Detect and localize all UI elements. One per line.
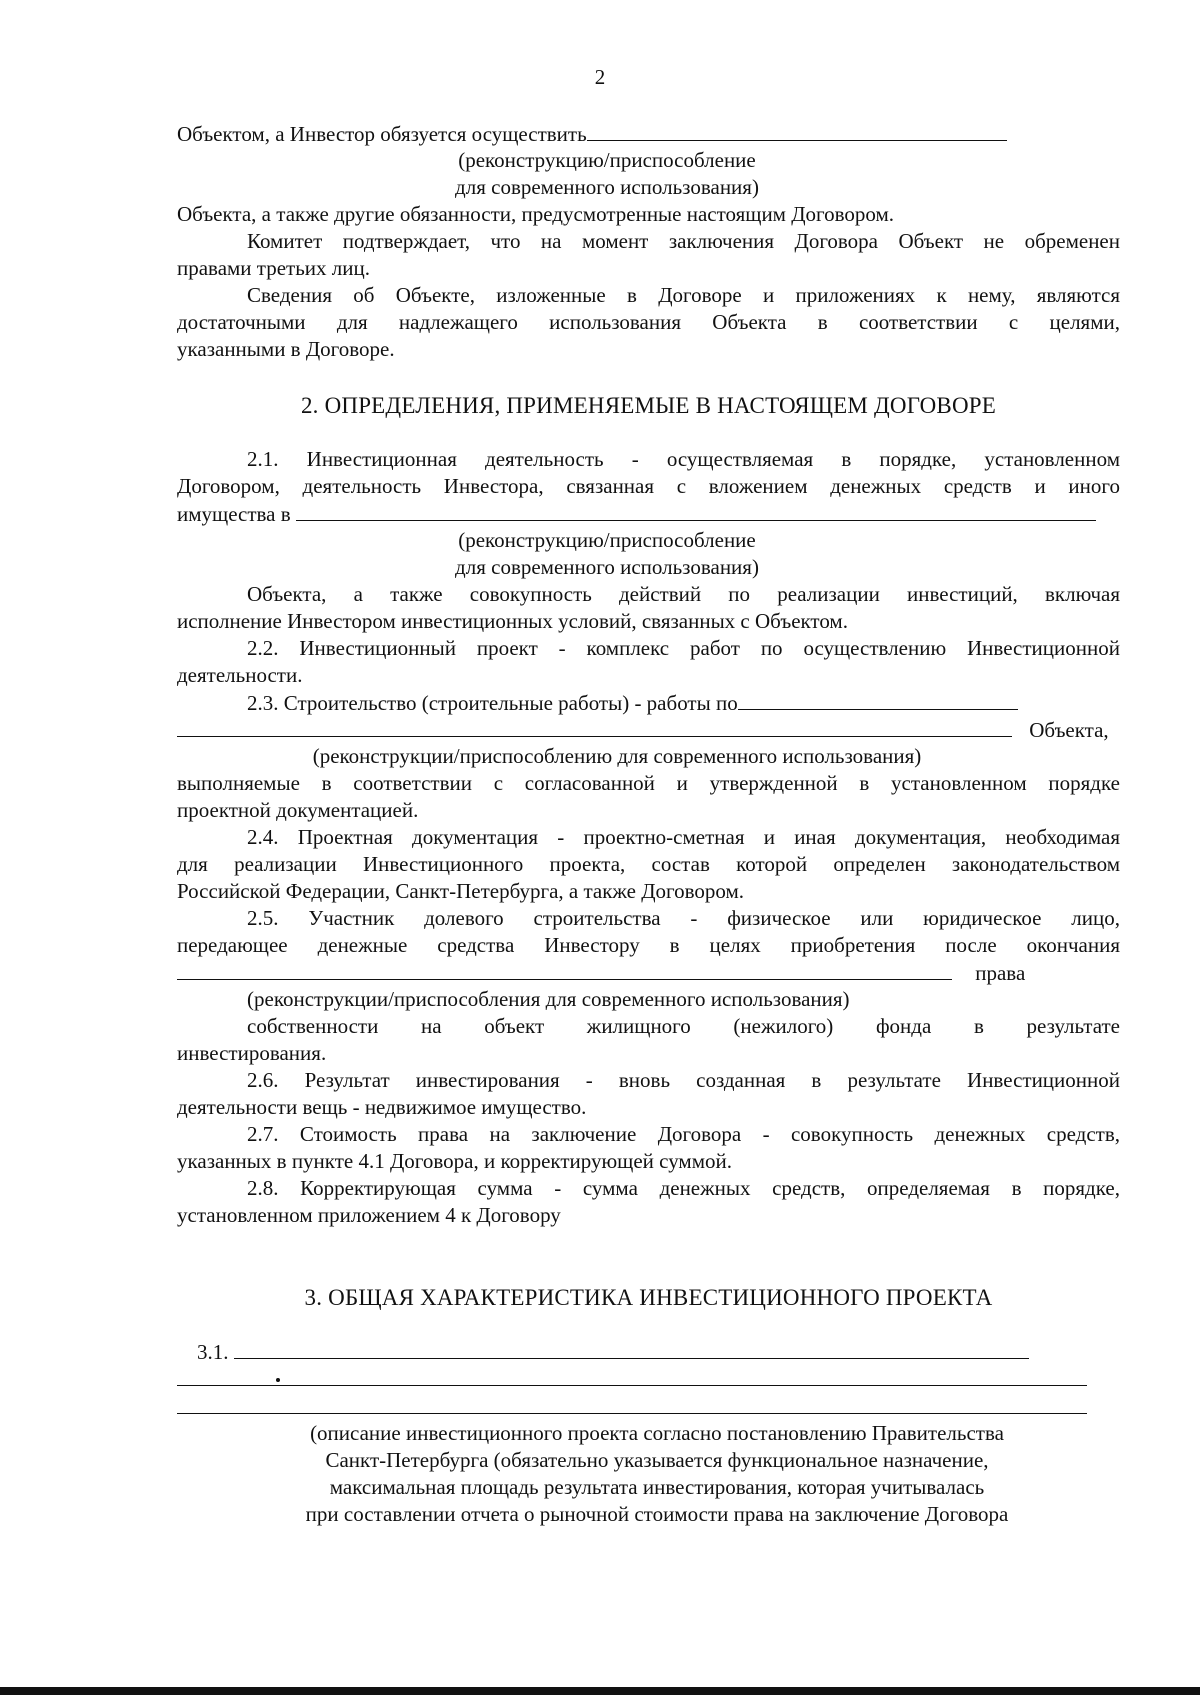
text-line: деятельности. bbox=[177, 663, 303, 687]
text-line: 2.4. Проектная документация - проектно-сметная и иная документация, необходимая bbox=[247, 825, 1120, 849]
fill-in-blank bbox=[177, 716, 1012, 737]
text-line: для реализации Инвестиционного проекта, состав которой определен законодательством bbox=[177, 852, 1120, 876]
hint-text: (реконструкции/приспособления для современного использования) bbox=[247, 987, 850, 1011]
text-line: правами третьих лиц. bbox=[177, 256, 370, 280]
hint-text: (реконструкцию/приспособление bbox=[458, 148, 756, 172]
text-line bbox=[177, 689, 1120, 717]
text-line: 2.5. Участник долевого строительства - физическое или юридическое лицо, bbox=[247, 906, 1120, 930]
text-line: проектной документацией. bbox=[177, 798, 419, 822]
scan-bottom-edge bbox=[0, 1687, 1200, 1695]
hint-text: (реконструкции/приспособлению для современного использования) bbox=[312, 744, 922, 768]
fill-in-blank bbox=[296, 500, 1096, 521]
text-line: Российской Федерации, Санкт-Петербурга, а также Договором. bbox=[177, 879, 745, 903]
text-line: указанных в пункте 4.1 Договора, и корректирующей суммой. bbox=[177, 1149, 732, 1173]
text-fragment: 2.3. Строительство (строительные работы) - работы по bbox=[247, 691, 738, 715]
hint-text: (описание инвестиционного проекта согласно постановлению Правительства bbox=[310, 1421, 1004, 1445]
fill-in-blank bbox=[587, 120, 1007, 141]
fill-in-rule bbox=[177, 1413, 1087, 1414]
hint-text: при составлении отчета о рыночной стоимости права на заключение Договора bbox=[305, 1502, 1009, 1526]
text-line bbox=[177, 959, 1120, 987]
text-line: достаточными для надлежащего использования Объекта в соответствии с целями, bbox=[177, 310, 1120, 334]
text-line bbox=[197, 1338, 1140, 1366]
text-line: Комитет подтверждает, что на момент заключения Договора Объект не обременен bbox=[247, 229, 1120, 253]
text-line: 2.1. Инвестиционная деятельность - осуществляемая в порядке, установленном bbox=[247, 447, 1120, 471]
text-fragment: 3.1. bbox=[197, 1340, 229, 1364]
hint-text: (реконструкцию/приспособление bbox=[458, 528, 756, 552]
text-line: собственности на объект жилищного (нежилого) фонда в результате bbox=[247, 1014, 1120, 1038]
fill-in-blank bbox=[738, 689, 1018, 710]
text-line: 2.7. Стоимость права на заключение Договора - совокупность денежных средств, bbox=[247, 1122, 1120, 1146]
text-fragment: имущества в bbox=[177, 502, 291, 526]
text-line: Договором, деятельность Инвестора, связанная с вложением денежных средств и иного bbox=[177, 474, 1120, 498]
hint-text: для современного использования) bbox=[455, 175, 759, 199]
text-line: деятельности вещь - недвижимое имущество. bbox=[177, 1095, 587, 1119]
text-line: 2.8. Корректирующая сумма - сумма денежных средств, определяемая в порядке, bbox=[247, 1176, 1120, 1200]
fill-in-rule bbox=[177, 1385, 1087, 1386]
hint-text: для современного использования) bbox=[455, 555, 759, 579]
text-line: передающее денежные средства Инвестору в целях приобретения после окончания bbox=[177, 933, 1120, 957]
text-line bbox=[177, 716, 1120, 744]
text-line: 2.2. Инвестиционный проект - комплекс работ по осуществлению Инвестиционной bbox=[247, 636, 1120, 660]
text-line: инвестирования. bbox=[177, 1041, 327, 1065]
text-line bbox=[177, 500, 1120, 528]
text-line: выполняемые в соответствии с согласованной и утвержденной в установленном порядке bbox=[177, 771, 1120, 795]
fill-in-blank bbox=[234, 1338, 1029, 1359]
fill-in-blank bbox=[177, 959, 952, 980]
text-fragment: Объектом, а Инвестор обязуется осуществить bbox=[177, 122, 587, 146]
text-line: исполнение Инвестором инвестиционных условий, связанных с Объектом. bbox=[177, 609, 848, 633]
text-line bbox=[177, 120, 1120, 148]
section-heading: 2. ОПРЕДЕЛЕНИЯ, ПРИМЕНЯЕМЫЕ В НАСТОЯЩЕМ ДОГОВОРЕ bbox=[300, 393, 997, 418]
text-line: указанными в Договоре. bbox=[177, 337, 395, 361]
text-line: 2.6. Результат инвестирования - вновь созданная в результате Инвестиционной bbox=[247, 1068, 1120, 1092]
text-fragment: Объекта, bbox=[1029, 718, 1109, 742]
text-line: Объекта, а также совокупность действий по реализации инвестиций, включая bbox=[247, 582, 1120, 606]
page-number: 2 bbox=[594, 65, 606, 89]
hint-text: Санкт-Петербурга (обязательно указывается функциональное назначение, bbox=[325, 1448, 989, 1472]
text-fragment: права bbox=[975, 961, 1026, 985]
text-line: Объекта, а также другие обязанности, предусмотренные настоящим Договором. bbox=[177, 202, 895, 226]
text-line: Сведения об Объекте, изложенные в Договоре и приложениях к нему, являются bbox=[247, 283, 1120, 307]
hint-text: максимальная площадь результата инвестирования, которая учитывалась bbox=[329, 1475, 985, 1499]
text-line: установленном приложением 4 к Договору bbox=[177, 1203, 561, 1227]
dot-mark bbox=[276, 1378, 280, 1382]
section-heading: 3. ОБЩАЯ ХАРАКТЕРИСТИКА ИНВЕСТИЦИОННОГО ПРОЕКТА bbox=[304, 1285, 993, 1310]
